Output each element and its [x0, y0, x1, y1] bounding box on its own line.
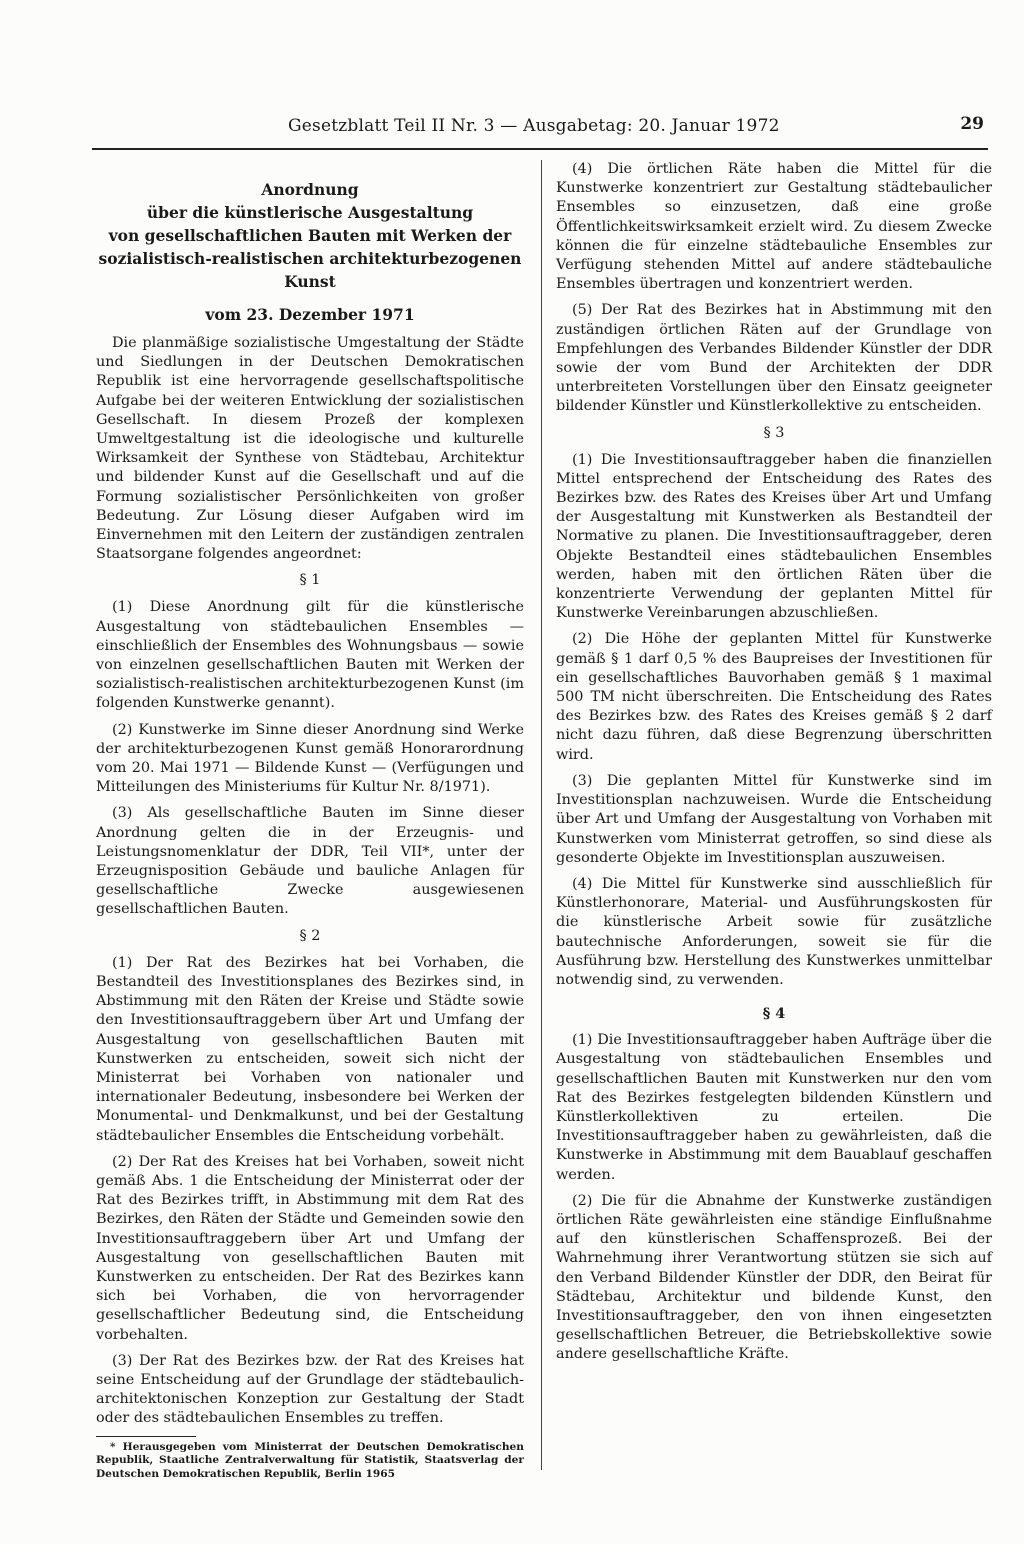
paragraph-2-5: (5) Der Rat des Bezirkes hat in Abstimmung mit den zuständigen örtlichen Räten auf der Grundlage von Empfehlungen des Verbandes Bildender Künstler der DDR sowie der vom Bund der Architekten der DDR unterbreiteten Vorstellungen über den Einsatz geeigneter bildender Künstler und Künstlerkollektive zu entscheiden. — [556, 302, 992, 415]
paragraph-1-1: (1) Diese Anordnung gilt für die künstlerische Ausgestaltung von städtebaulichen Ensembles — einschließlich der Ensembles des Wohnungsbaus — sowie von einzelnen gesellschaftlichen Bauten mit Werken der sozialistisch-realistischen architekturbezogenen Kunst (im folgenden Kunstwerke genannt). — [96, 599, 524, 712]
paragraph-2-2: (2) Der Rat des Kreises hat bei Vorhaben, soweit nicht gemäß Abs. 1 die Entscheidung der Ministerrat oder der Rat des Bezirkes trifft, in Abstimmung mit dem Rat des Bezirkes, den Räten der Städte und Gemeinden sowie den Investitionsauftraggebern über Art und Umfang der Ausgestaltung von gesellschaftlichen Bauten mit Kunstwerken zu entscheiden. Der Rat des Bezirkes kann sich bei Vorhaben, die von hervorragender gesellschaftlicher Bedeutung sind, die Entscheidung vorbehalten. — [96, 1153, 524, 1343]
column-divider — [541, 160, 542, 1470]
paragraph-4-2: (2) Die für die Abnahme der Kunstwerke zuständigen örtlichen Räte gewährleisten eine ständige Einflußnahme auf den künstlerischen Schaffensprozeß. Bei der Wahrnehmung ihrer Verantwortung stützen sie sich auf den Verband Bildender Künstler der DDR, den Beirat für Städtebau, Architektur und bildende Kunst, den Investitionsauftraggeber, den von ihnen eingesetzten gesellschaftlichen Betreuer, die Betriebskollektive sowie andere gesellschaftliche Kräfte. — [556, 1192, 992, 1363]
preamble-paragraph: Die planmäßige sozialistische Umgestaltung der Städte und Siedlungen in der Deutschen Demokratischen Republik ist eine hervorragende gesellschaftspolitische Aufgabe bei der weiteren Entwicklung der sozialistischen Gesellschaft. In diesem Prozeß der komplexen Umweltgestaltung ist die ideologische und kulturelle Wirksamkeit der Synthese von Städtebau, Architektur und bildender Kunst auf die Gesellschaft und auf die Formung sozialistischer Persönlichkeiten von großer Bedeutung. Zur Lösung dieser Aufgaben wird im Einvernehmen mit den Leitern der zuständigen zentralen Staatsorgane folgendes angeordnet: — [96, 335, 524, 563]
section-heading-1: § 1 — [299, 572, 321, 589]
title-line: Anordnung — [261, 180, 359, 199]
right-column — [556, 160, 992, 1372]
document-date: vom 23. Dezember 1971 — [205, 305, 415, 324]
paragraph-3-4: (4) Die Mittel für Kunstwerke sind ausschließlich für Künstlerhonorare, Material- und Ausführungskosten für die künstlerische Arbeit sowie für zusätzliche bautechnische Anforderungen, soweit sie für die Ausführung bzw. Herstellung des Kunstwerkes unmittelbar notwendig sind, zu verwenden. — [556, 875, 992, 988]
paragraph-4-1: (1) Die Investitionsauftraggeber haben Aufträge über die Ausgestaltung von städtebaulichen Ensembles und gesellschaftlichen Bauten mit Kunstwerken nur den vom Rat des Bezirkes festgelegten bildenden Künstlern und Künstlerkollektiven zu erteilen. Die Investitionsauftraggeber haben zu gewährleisten, daß die Kunstwerke in Abstimmung mit dem Bauablauf geschaffen werden. — [556, 1032, 992, 1183]
title-line: Kunst — [284, 272, 336, 291]
paragraph-2-4: (4) Die örtlichen Räte haben die Mittel für die Kunstwerke konzentriert zur Gestaltung städtebaulicher Ensembles so einzusetzen, daß eine große Öffentlichkeitswirksamkeit erzielt wird. Zu diesem Zwecke können die für einzelne städtebauliche Ensembles zur Verfügung stehenden Mittel auf andere städtebauliche Ensembles übertragen und konzentriert werden. — [556, 161, 992, 293]
section-heading-4: § 4 — [762, 1005, 786, 1023]
paragraph-1-2: (2) Kunstwerke im Sinne dieser Anordnung sind Werke der architekturbezogenen Kunst gemäß Honorarordnung vom 20. Mai 1971 — Bildende Kunst — (Verfügungen und Mitteilungen des Ministeriums für Kultur Nr. 8/1971). — [96, 721, 524, 796]
running-title: Gesetzblatt Teil II Nr. 3 — Ausgabetag: 20. Januar 1972 — [288, 116, 780, 136]
paragraph-3-2: (2) Die Höhe der geplanten Mittel für Kunstwerke gemäß § 1 darf 0,5 % des Baupreises der Investitionen für ein gesellschaftliches Bauvorhaben gemäß § 1 maximal 500 TM nicht überschreiten. Die Entscheidung des Rates des Bezirkes bzw. des Rates des Kreises gemäß § 2 darf nicht dazu führen, daß diese Begrenzung überschritten wird. — [556, 631, 992, 763]
title-line: über die künstlerische Ausgestaltung — [146, 203, 474, 222]
title-line: sozialistisch-realistischen architekturbezogenen — [98, 249, 522, 268]
page-header — [92, 112, 988, 150]
paragraph-2-1: (1) Der Rat des Bezirkes hat bei Vorhaben, die Bestandteil des Investitionsplanes des Bezirkes sind, in Abstimmung mit den Räten der Kreise und Städte sowie den Investitionsauftraggebern über Art und Umfang der Ausgestaltung von gesellschaftlichen Bauten mit Kunstwerken zu entscheiden, soweit sich nicht der Ministerrat bei Vorhaben von nationaler und internationaler Bedeutung, insbesondere bei Werken der Monumental- und Denkmalkunst, und bei der Gestaltung städtebaulicher Ensembles die Entscheidung vorbehält. — [96, 954, 524, 1144]
left-column — [96, 160, 524, 1481]
paragraph-3-1: (1) Die Investitionsauftraggeber haben die finanziellen Mittel entsprechend der Entscheidung des Rates des Bezirkes bzw. des Rates des Kreises über Art und Umfang der Ausgestaltung mit Kunstwerken als Bestandteil der Normative zu planen. Die Investitionsauftraggeber, deren Objekte Bestandteil eines städtebaulichen Ensembles werden, haben mit den örtlichen Räten über die konzentrierte Verwendung der geplanten Mittel für Kunstwerke Vereinbarungen abzuschließen. — [556, 451, 992, 622]
title-line: von gesellschaftlichen Bauten mit Werken der — [108, 226, 512, 245]
paragraph-3-3: (3) Die geplanten Mittel für Kunstwerke sind im Investitionsplan nachzuweisen. Wurde die Entscheidung über Art und Umfang der Ausgestaltung von Vorhaben mit Kunstwerken vom Ministerrat getroffen, so sind diese als gesonderte Objekte im Investitionsplan auszuweisen. — [556, 772, 992, 866]
footnote-rule — [96, 1436, 196, 1437]
section-heading-2: § 2 — [299, 927, 321, 944]
footnote: * Herausgegeben vom Ministerrat der Deutschen Demokratischen Republik, Staatliche Zentralverwaltung für Statistik, Staatsverlag der Deutschen Demokratischen Republik, Berlin 1965 — [96, 1440, 524, 1480]
paragraph-2-3: (3) Der Rat des Bezirkes bzw. der Rat des Kreises hat seine Entscheidung auf der Grundlage der städtebaulich-architektonischen Konzeption zur Gestaltung der Stadt oder des städtebaulichen Ensembles zu treffen. — [96, 1352, 524, 1427]
document-title — [96, 178, 524, 293]
section-heading-3: § 3 — [763, 424, 785, 441]
page-number: 29 — [960, 114, 984, 134]
paragraph-1-3: (3) Als gesellschaftliche Bauten im Sinne dieser Anordnung gelten die in der Erzeugnis- und Leistungsnomenklatur der DDR, Teil VII*, unter der Erzeugnisposition Gebäude und bauliche Anlagen für gesellschaftliche Zwecke ausgewiesenen gesellschaftlichen Bauten. — [96, 805, 524, 918]
